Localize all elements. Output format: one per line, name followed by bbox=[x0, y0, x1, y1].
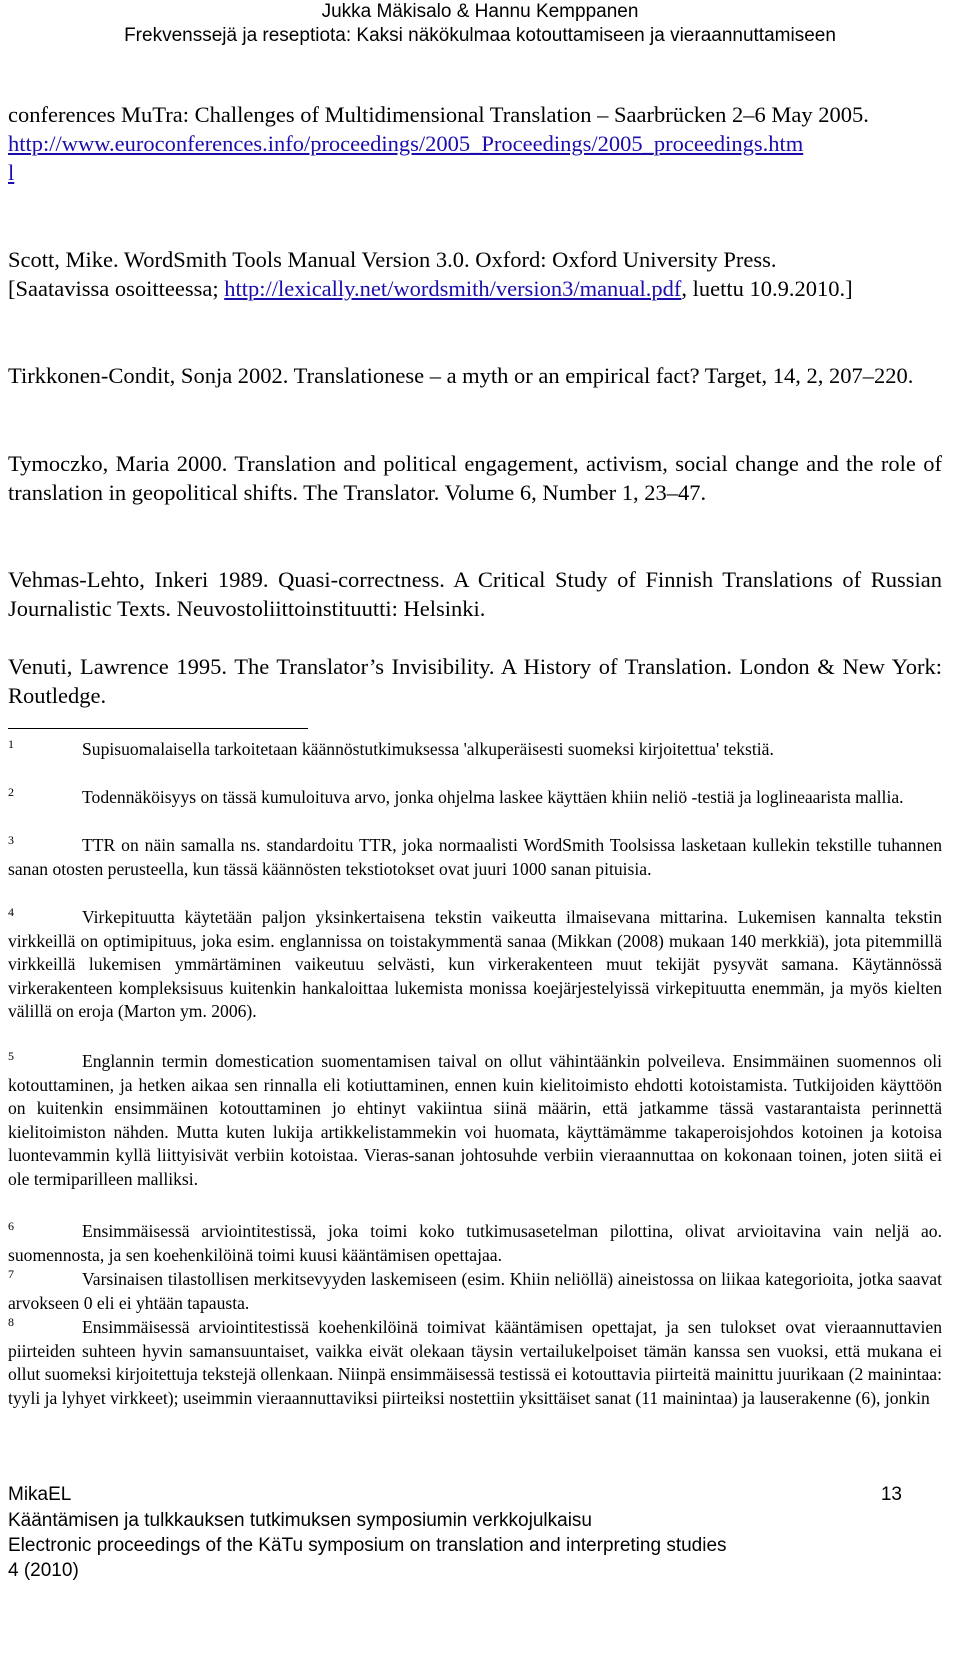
reference-text-suffix: , luettu 10.9.2010.] bbox=[681, 276, 853, 301]
footer-line-english: Electronic proceedings of the KäTu symposium on translation and interpreting studies bbox=[8, 1535, 727, 1556]
footnote-text: Supisuomalaisella tarkoitetaan käännöstutkimuksessa 'alkuperäisesti suomeksi kirjoitettua' tekstiä. bbox=[82, 739, 774, 759]
footnote-text: Englannin termin domestication suomentamisen taival on ollut vähintäänkin polveileva. Ensimmäinen suomennos oli kotouttaminen, ja hetken aikaa sen rinnalla eli kotiuttaminen, ennen kuin kielitoimisto ehdotti kotoistamista. Tutkijoiden käyttöön on kuitenkin ensimmäinen kotouttaminen jo ehtinyt vakiintua siinä määrin, että jatkamme tässä vastarantaista perinnettä kielitoimiston nähden. Mutta kuten lukija artikkelistammekin voi huomata, käyttämämme takaperoisjohdos kotoinen ja kotoisa luontevammin kyllä liittyisivät verbiin kotoistaa. Vieras-sanan johtosuhde verbiin vieraannuttaa on kokonaan toinen, joten siitä ei ole termiparilleen malliksi. bbox=[8, 1051, 942, 1189]
reference-entry: Venuti, Lawrence 1995. The Translator’s Invisibility. A History of Translation. London & New York: Routledge. bbox=[8, 654, 942, 708]
reference-entry: Vehmas-Lehto, Inkeri 1989. Quasi-correctness. A Critical Study of Finnish Translations of Russian Journalistic Texts. Neuvostoliittoinstituutti: Helsinki. bbox=[8, 567, 942, 621]
footnote bbox=[8, 906, 942, 1024]
footer-volume: 4 (2010) bbox=[8, 1560, 79, 1581]
reference-entry: Tymoczko, Maria 2000. Translation and political engagement, activism, social change and the role of translation in geopolitical shifts. The Translator. Volume 6, Number 1, 23–47. bbox=[8, 451, 942, 505]
reference-entry: Tirkkonen-Condit, Sonja 2002. Translationese – a myth or an empirical fact? Target, 14, 2, 207–220. bbox=[8, 363, 914, 388]
reference-text: conferences MuTra: Challenges of Multidimensional Translation – Saarbrücken 2–6 May 2005. bbox=[8, 102, 869, 127]
reference-link[interactable]: http://www.euroconferences.info/proceedings/2005_Proceedings/2005_proceedings.htm bbox=[8, 131, 804, 156]
footnote-number: 6 bbox=[8, 1219, 14, 1233]
footer-journal: MikaEL bbox=[8, 1484, 72, 1505]
footnote-number: 5 bbox=[8, 1049, 14, 1063]
footnote-number: 2 bbox=[8, 785, 14, 799]
footnote-text: Ensimmäisessä arviointitestissä koehenkilöinä toimivat kääntämisen opettajat, ja sen tulokset ovat vieraannuttavien piirteiden suhteen hyvin samansuuntaiset, vaikka eivät olekaan täysin vertailukelpoiset tämän kanssa sen vuoksi, että mukana ei ollut suomeksi kirjoitettuja tekstejä ollenkaan. Niinpä ensimmäisessä testissä ei kotouttavia piirteitä mainittu juurikaan (2 mainintaa: tyyli ja lyhyet virkkeet); useimmin vieraannuttaviksi piirteiksi nostettiin yksittäiset sanat (11 mainintaa) ja lauserakenne (6), jonkin bbox=[8, 1317, 942, 1408]
footnote-text: Todennäköisyys on tässä kumuloituva arvo, jonka ohjelma laskee käyttäen khiin neliö -testiä ja loglineaarista mallia. bbox=[82, 787, 904, 807]
footnote-text: Varsinaisen tilastollisen merkitsevyyden laskemiseen (esim. Khiin neliöllä) aineistossa on liikaa kategorioita, jotka saavat arvokseen 0 eli ei yhtään tapausta. bbox=[8, 1269, 942, 1313]
footnote-number: 4 bbox=[8, 905, 14, 919]
footnote-number: 7 bbox=[8, 1267, 14, 1281]
reference-entry bbox=[8, 100, 942, 187]
footnote-text: TTR on näin samalla ns. standardoitu TTR, joka normaalisti WordSmith Toolsissa lasketaan kullekin tekstille tuhannen sanan otosten perusteella, kun tässä käännösten tekstiotokset ovat juuri 1000 sanan pituisia. bbox=[8, 835, 942, 879]
footnote-text: Virkepituutta käytetään paljon yksinkertaisena tekstin vaikeutta ilmaisevana mittarina. Lukemisen kannalta tekstin virkkeillä on optimipituus, joka esim. englannissa on toistakymmentä sanaa (Mikkan (2008) mukaan 140 merkkiä), jota pitemmillä virkkeillä lukemisen ymmärtäminen vaikeutuu selvästi, kun virkerakenteen muut tekijät pysyvät samana. Käytännössä virkerakenteen kompleksisuus kuitenkin hankaloittaa lukemista monissa koejärjestelyissä virkepituutta enemmän, ja myös kielten välillä on eroja (Marton ym. 2006). bbox=[8, 907, 942, 1021]
footnote-number: 3 bbox=[8, 833, 14, 847]
reference-link-continuation[interactable]: l bbox=[8, 160, 15, 185]
header-authors: Jukka Mäkisalo & Hannu Kemppanen bbox=[321, 1, 639, 22]
page-number: 13 bbox=[880, 1484, 902, 1505]
footnote-text: Ensimmäisessä arviointitestissä, joka toimi koko tutkimusasetelman pilottina, olivat arvioitavina vain neljä ao. suomennosta, ja sen koehenkilöinä toimi kuusi kääntämisen opettajaa. bbox=[8, 1221, 942, 1265]
reference-text-prefix: [Saatavissa osoitteessa; bbox=[8, 276, 225, 301]
footnote bbox=[8, 1220, 942, 1267]
header-title: Frekvenssejä ja reseptiota: Kaksi näkökulmaa kotouttamiseen ja vieraannuttamiseen bbox=[124, 25, 836, 46]
footnote bbox=[8, 786, 942, 810]
footnote-number: 1 bbox=[8, 737, 14, 751]
footnote bbox=[8, 834, 942, 881]
footnote bbox=[8, 1050, 942, 1191]
footnote bbox=[8, 1268, 942, 1315]
footnote bbox=[8, 738, 942, 762]
footnote-number: 8 bbox=[8, 1315, 14, 1329]
footer-line-finnish: Kääntämisen ja tulkkauksen tutkimuksen symposiumin verkkojulkaisu bbox=[8, 1510, 592, 1531]
reference-text: Scott, Mike. WordSmith Tools Manual Version 3.0. Oxford: Oxford University Press. bbox=[8, 247, 777, 272]
reference-entry bbox=[8, 245, 942, 303]
footnote bbox=[8, 1316, 942, 1410]
footnote-divider bbox=[8, 728, 308, 729]
reference-link[interactable]: http://lexically.net/wordsmith/version3/manual.pdf bbox=[224, 276, 682, 301]
